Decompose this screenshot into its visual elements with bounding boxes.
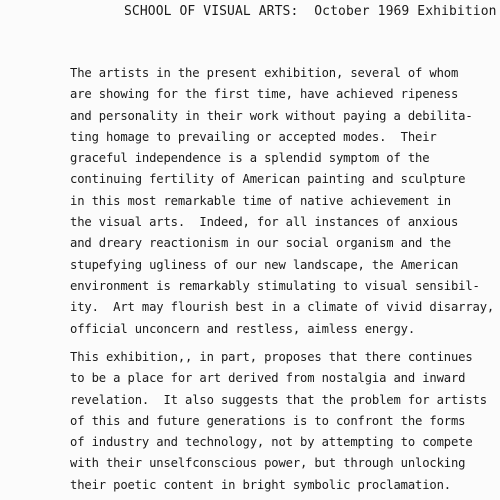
text-line: environment is remarkably stimulating to visual sensibil- (70, 278, 480, 293)
paragraph-2 (70, 347, 487, 496)
text-line: are showing for the first time, have achieved ripeness (70, 87, 459, 102)
text-line: continuing fertility of American painting and sculpture (70, 172, 466, 187)
paragraph-1 (70, 63, 494, 340)
text-line: official unconcern and restless, aimless energy. (70, 321, 415, 336)
text-line: revelation. It also suggests that the problem for artists (70, 392, 487, 407)
text-line: of industry and technology, not by attempting to compete (70, 435, 473, 450)
text-line: their poetic content in bright symbolic proclamation. (70, 477, 451, 492)
text-line: of this and future generations is to confront the forms (70, 413, 466, 428)
text-line: to be a place for art derived from nostalgia and inward (70, 371, 466, 386)
text-line: This exhibition,, in part, proposes that there continues (70, 350, 473, 364)
text-line: in this most remarkable time of native achievement in (70, 193, 451, 208)
text-line: graceful independence is a splendid symptom of the (70, 151, 430, 166)
text-line: The artists in the present exhibition, several of whom (70, 66, 459, 80)
text-line: ity. Art may flourish best in a climate of vivid disarray, (70, 300, 495, 315)
text-line: with their unselfconscious power, but through unlocking (70, 456, 466, 471)
text-line: and dreary reactionism in our social organism and the (70, 236, 451, 251)
text-line: and personality in their work without paying a debilita- (70, 108, 473, 123)
document-heading: SCHOOL OF VISUAL ARTS: October 1969 Exhibition (124, 4, 497, 19)
text-line: stupefying ugliness of our new landscape, the American (70, 257, 459, 272)
text-line: the visual arts. Indeed, for all instances of anxious (70, 215, 459, 230)
text-line: ting homage to prevailing or accepted modes. Their (70, 129, 437, 144)
